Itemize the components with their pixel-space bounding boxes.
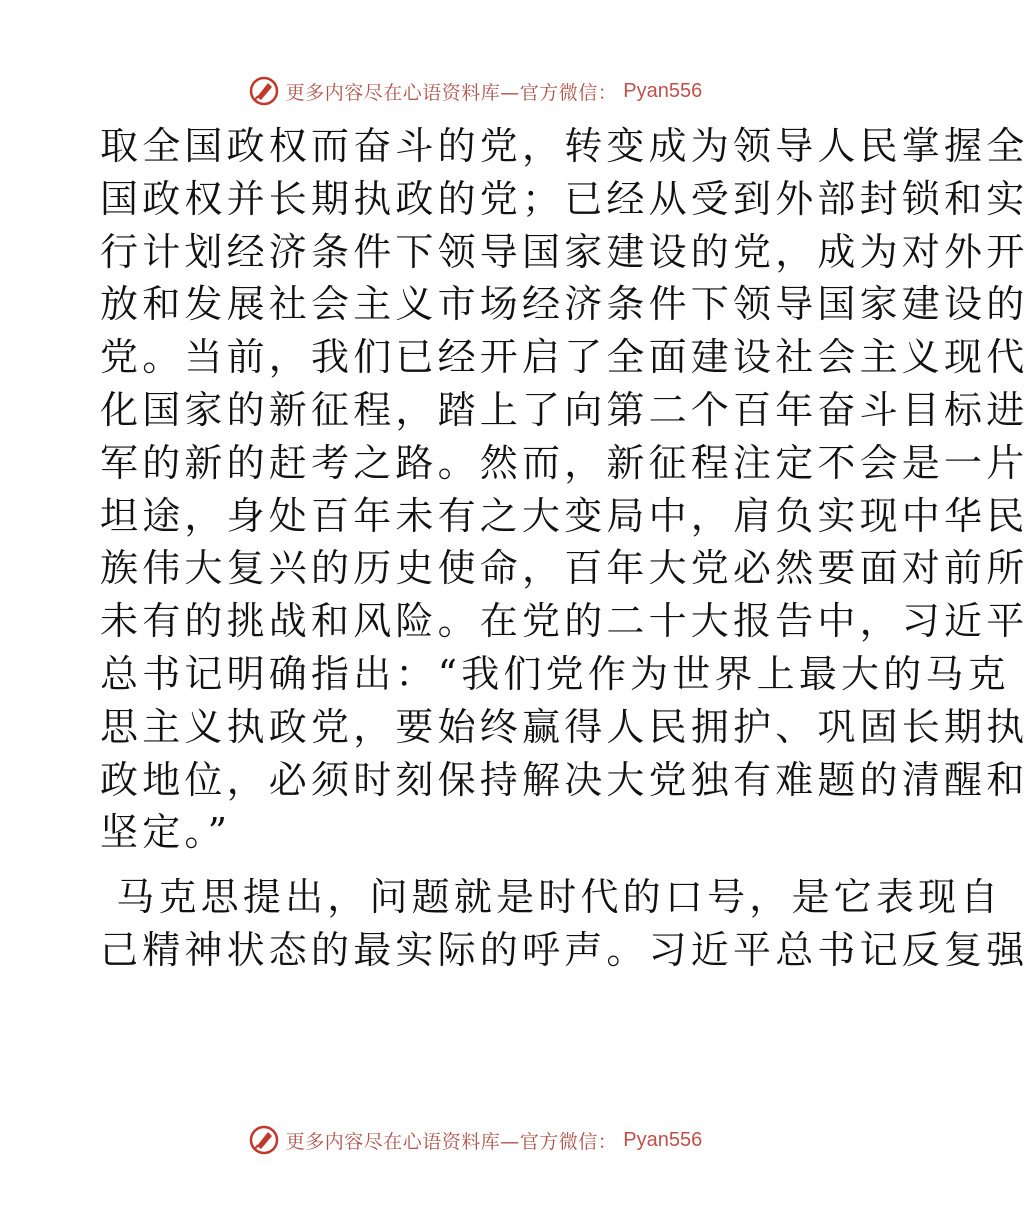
- text-line: 军的新的赶考之路。然而，新征程注定不会是一片: [100, 440, 1028, 485]
- text-line: 党。当前，我们已经开启了全面建设社会主义现代: [100, 335, 1028, 380]
- text-line: 思主义执政党，要始终赢得人民拥护、巩固长期执: [100, 704, 1028, 749]
- paragraph: [100, 871, 1028, 977]
- text-line: 总书记明确指出：“我们党作为世界上最大的马克: [100, 651, 1010, 696]
- text-line: 坚定。”: [100, 810, 232, 855]
- watermark-handle: Pyan556: [623, 79, 703, 102]
- paragraph: [100, 120, 1028, 859]
- document-body: [100, 120, 1028, 977]
- watermark-logo-icon: [248, 75, 280, 107]
- text-line: 国政权并长期执政的党；已经从受到外部封锁和实: [100, 176, 1028, 221]
- footer-watermark: [0, 1120, 950, 1160]
- text-line: 马克思提出，问题就是时代的口号，是它表现自: [100, 875, 1003, 920]
- watermark-text: 更多内容尽在心语资料库—官方微信：: [285, 1130, 618, 1153]
- text-line: 未有的挑战和风险。在党的二十大报告中，习近平: [100, 599, 1028, 644]
- paragraph-gap: [100, 859, 850, 871]
- watermark-logo-icon: [248, 1124, 280, 1156]
- watermark-handle: Pyan556: [623, 1128, 703, 1151]
- text-line: 行计划经济条件下领导国家建设的党，成为对外开: [100, 229, 1028, 274]
- text-line: 政地位，必须时刻保持解决大党独有难题的清醒和: [100, 757, 1028, 802]
- text-line: 取全国政权而奋斗的党，转变成为领导人民掌握全: [100, 124, 1028, 168]
- text-line: 己精神状态的最实际的呼声。习近平总书记反复强: [100, 927, 1028, 972]
- text-line: 族伟大复兴的历史使命，百年大党必然要面对前所: [100, 546, 1028, 591]
- text-line: 坦途，身处百年未有之大变局中，肩负实现中华民: [100, 493, 1028, 538]
- text-line: 化国家的新征程，踏上了向第二个百年奋斗目标进: [100, 387, 1028, 432]
- text-line: 放和发展社会主义市场经济条件下领导国家建设的: [100, 282, 1028, 327]
- header-watermark: [0, 71, 950, 111]
- watermark-text: 更多内容尽在心语资料库—官方微信：: [285, 81, 618, 104]
